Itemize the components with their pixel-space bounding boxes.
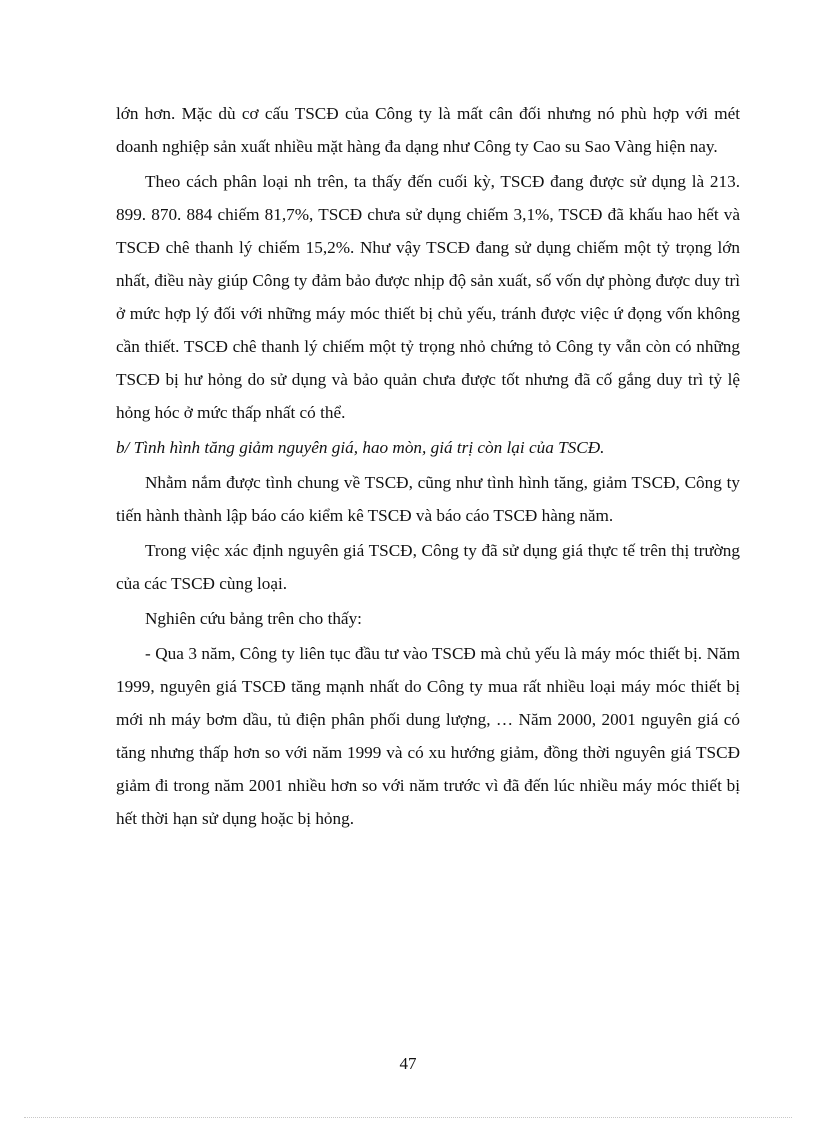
document-body [116,97,740,835]
paragraph-classification: Theo cách phân loại nh trên, ta thấy đến cuối kỳ, TSCĐ đang được sử dụng là 213. 899. 870. 884 chiếm 81,7%, TSCĐ chưa sử dụng chiếm 3,1%, TSCĐ đã khấu hao hết và TSCĐ chê thanh lý chiếm 15,2%. Như vậy TSCĐ đang sử dụng chiếm một tỷ trọng lớn nhất, điều này giúp Công ty đảm bảo được nhịp độ sản xuất, số vốn dự phòng được duy trì ở mức hợp lý đối với những máy móc thiết bị chủ yếu, tránh được việc ứ đọng vốn không cần thiết. TSCĐ chê thanh lý chiếm một tỷ trọng nhỏ chứng tỏ Công ty vẫn còn có những TSCĐ bị hư hỏng do sử dụng và bảo quản chưa được tốt nhưng đã cố gắng duy trì tỷ lệ hỏng hóc ở mức thấp nhất có thể. [116,172,740,422]
page-number: 47 [399,1054,417,1073]
section-heading-b: b/ Tình hình tăng giảm nguyên giá, hao mòn, giá trị còn lại của TSCĐ. [116,438,605,457]
paragraph-inventory-report: Nhằm nắm được tình chung về TSCĐ, cũng như tình hình tăng, giảm TSCĐ, Công ty tiến hành thành lập báo cáo kiểm kê TSCĐ và báo cáo TSCĐ hàng năm. [116,473,740,525]
paragraph-table-study: Nghiên cứu bảng trên cho thấy: [145,609,362,628]
paragraph-intro-continuation: lớn hơn. Mặc dù cơ cấu TSCĐ của Công ty là mất cân đối nhưng nó phù hợp với mét doanh nghiệp sản xuất nhiều mặt hàng đa dạng như Công ty Cao su Sao Vàng hiện nay. [116,104,740,156]
page-bottom-border [24,1117,792,1118]
paragraph-three-years: - Qua 3 năm, Công ty liên tục đầu tư vào TSCĐ mà chủ yếu là máy móc thiết bị. Năm 1999, nguyên giá TSCĐ tăng mạnh nhất do Công ty mua rất nhiều loại máy móc thiết bị mới nh máy bơm dầu, tủ điện phân phối dung lượng, … Năm 2000, 2001 nguyên giá có tăng nhưng thấp hơn so với năm 1999 và có xu hướng giảm, đồng thời nguyên giá TSCĐ giảm đi trong năm 2001 nhiều hơn so với năm trước vì đã đến lúc nhiều máy móc thiết bị hết thời hạn sử dụng hoặc bị hỏng. [116,644,740,828]
paragraph-original-price: Trong việc xác định nguyên giá TSCĐ, Công ty đã sử dụng giá thực tế trên thị trường của các TSCĐ cùng loại. [116,541,740,593]
